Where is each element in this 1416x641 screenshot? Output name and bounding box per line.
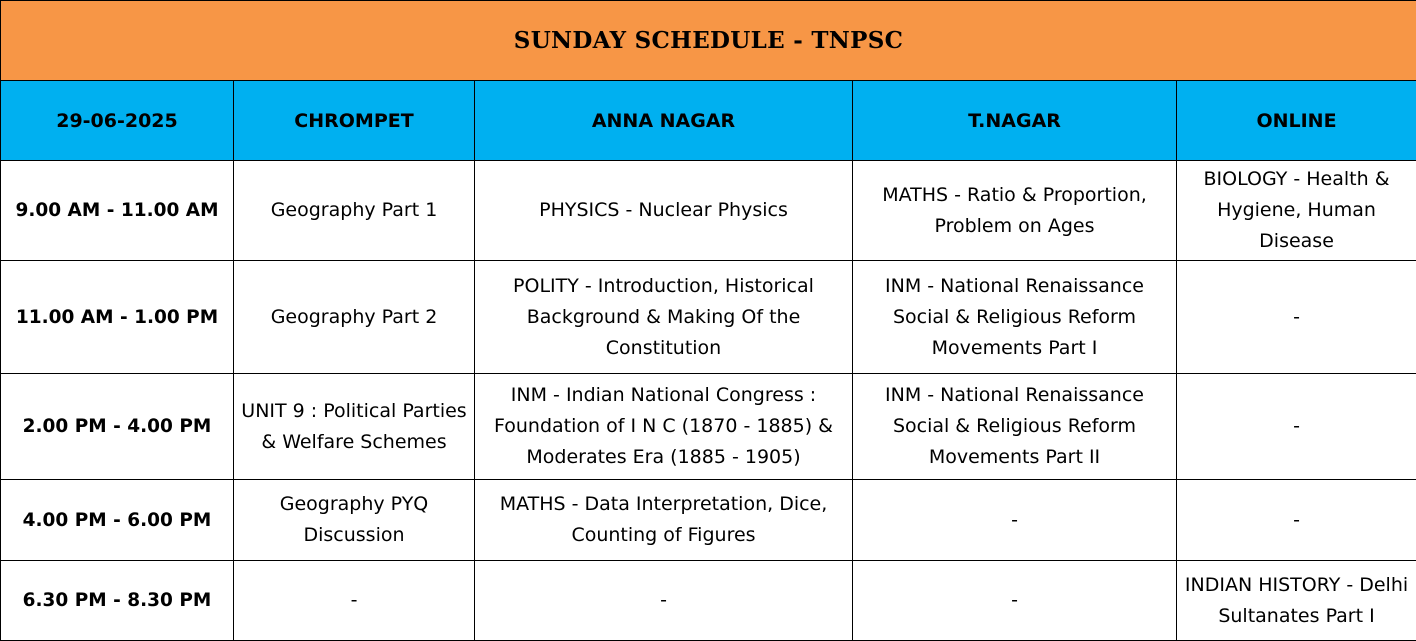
chrompet-session: Geography Part 1 (234, 161, 475, 261)
online-session: INDIAN HISTORY - Delhi Sultanates Part I (1177, 561, 1416, 641)
online-session: - (1177, 261, 1416, 374)
table-row (1, 374, 1416, 480)
chrompet-session: - (234, 561, 475, 641)
anna-nagar-session: MATHS - Data Interpretation, Dice, Counting of Figures (475, 480, 853, 561)
t-nagar-session: INM - National Renaissance Social & Religious Reform Movements Part II (853, 374, 1177, 480)
chrompet-session: UNIT 9 : Political Parties & Welfare Schemes (234, 374, 475, 480)
t-nagar-session: INM - National Renaissance Social & Religious Reform Movements Part I (853, 261, 1177, 374)
chrompet-session: Geography PYQ Discussion (234, 480, 475, 561)
header-anna-nagar: ANNA NAGAR (475, 81, 853, 161)
online-session: BIOLOGY - Health & Hygiene, Human Disease (1177, 161, 1416, 261)
anna-nagar-session: INM - Indian National Congress : Foundation of I N C (1870 - 1885) & Moderates Era (1885 - 1905) (475, 374, 853, 480)
anna-nagar-session: POLITY - Introduction, Historical Background & Making Of the Constitution (475, 261, 853, 374)
table-row (1, 161, 1416, 261)
table-row (1, 480, 1416, 561)
header-online: ONLINE (1177, 81, 1416, 161)
time-slot: 11.00 AM - 1.00 PM (1, 261, 234, 374)
header-t-nagar: T.NAGAR (853, 81, 1177, 161)
t-nagar-session: - (853, 480, 1177, 561)
schedule-title: SUNDAY SCHEDULE - TNPSC (1, 1, 1416, 81)
anna-nagar-session: PHYSICS - Nuclear Physics (475, 161, 853, 261)
anna-nagar-session: - (475, 561, 853, 641)
table-row (1, 561, 1416, 641)
t-nagar-session: - (853, 561, 1177, 641)
header-date: 29-06-2025 (1, 81, 234, 161)
chrompet-session: Geography Part 2 (234, 261, 475, 374)
time-slot: 9.00 AM - 11.00 AM (1, 161, 234, 261)
header-chrompet: CHROMPET (234, 81, 475, 161)
time-slot: 2.00 PM - 4.00 PM (1, 374, 234, 480)
time-slot: 4.00 PM - 6.00 PM (1, 480, 234, 561)
header-row (1, 81, 1416, 161)
time-slot: 6.30 PM - 8.30 PM (1, 561, 234, 641)
title-row (1, 1, 1416, 81)
table-row (1, 261, 1416, 374)
online-session: - (1177, 480, 1416, 561)
t-nagar-session: MATHS - Ratio & Proportion, Problem on Ages (853, 161, 1177, 261)
online-session: - (1177, 374, 1416, 480)
